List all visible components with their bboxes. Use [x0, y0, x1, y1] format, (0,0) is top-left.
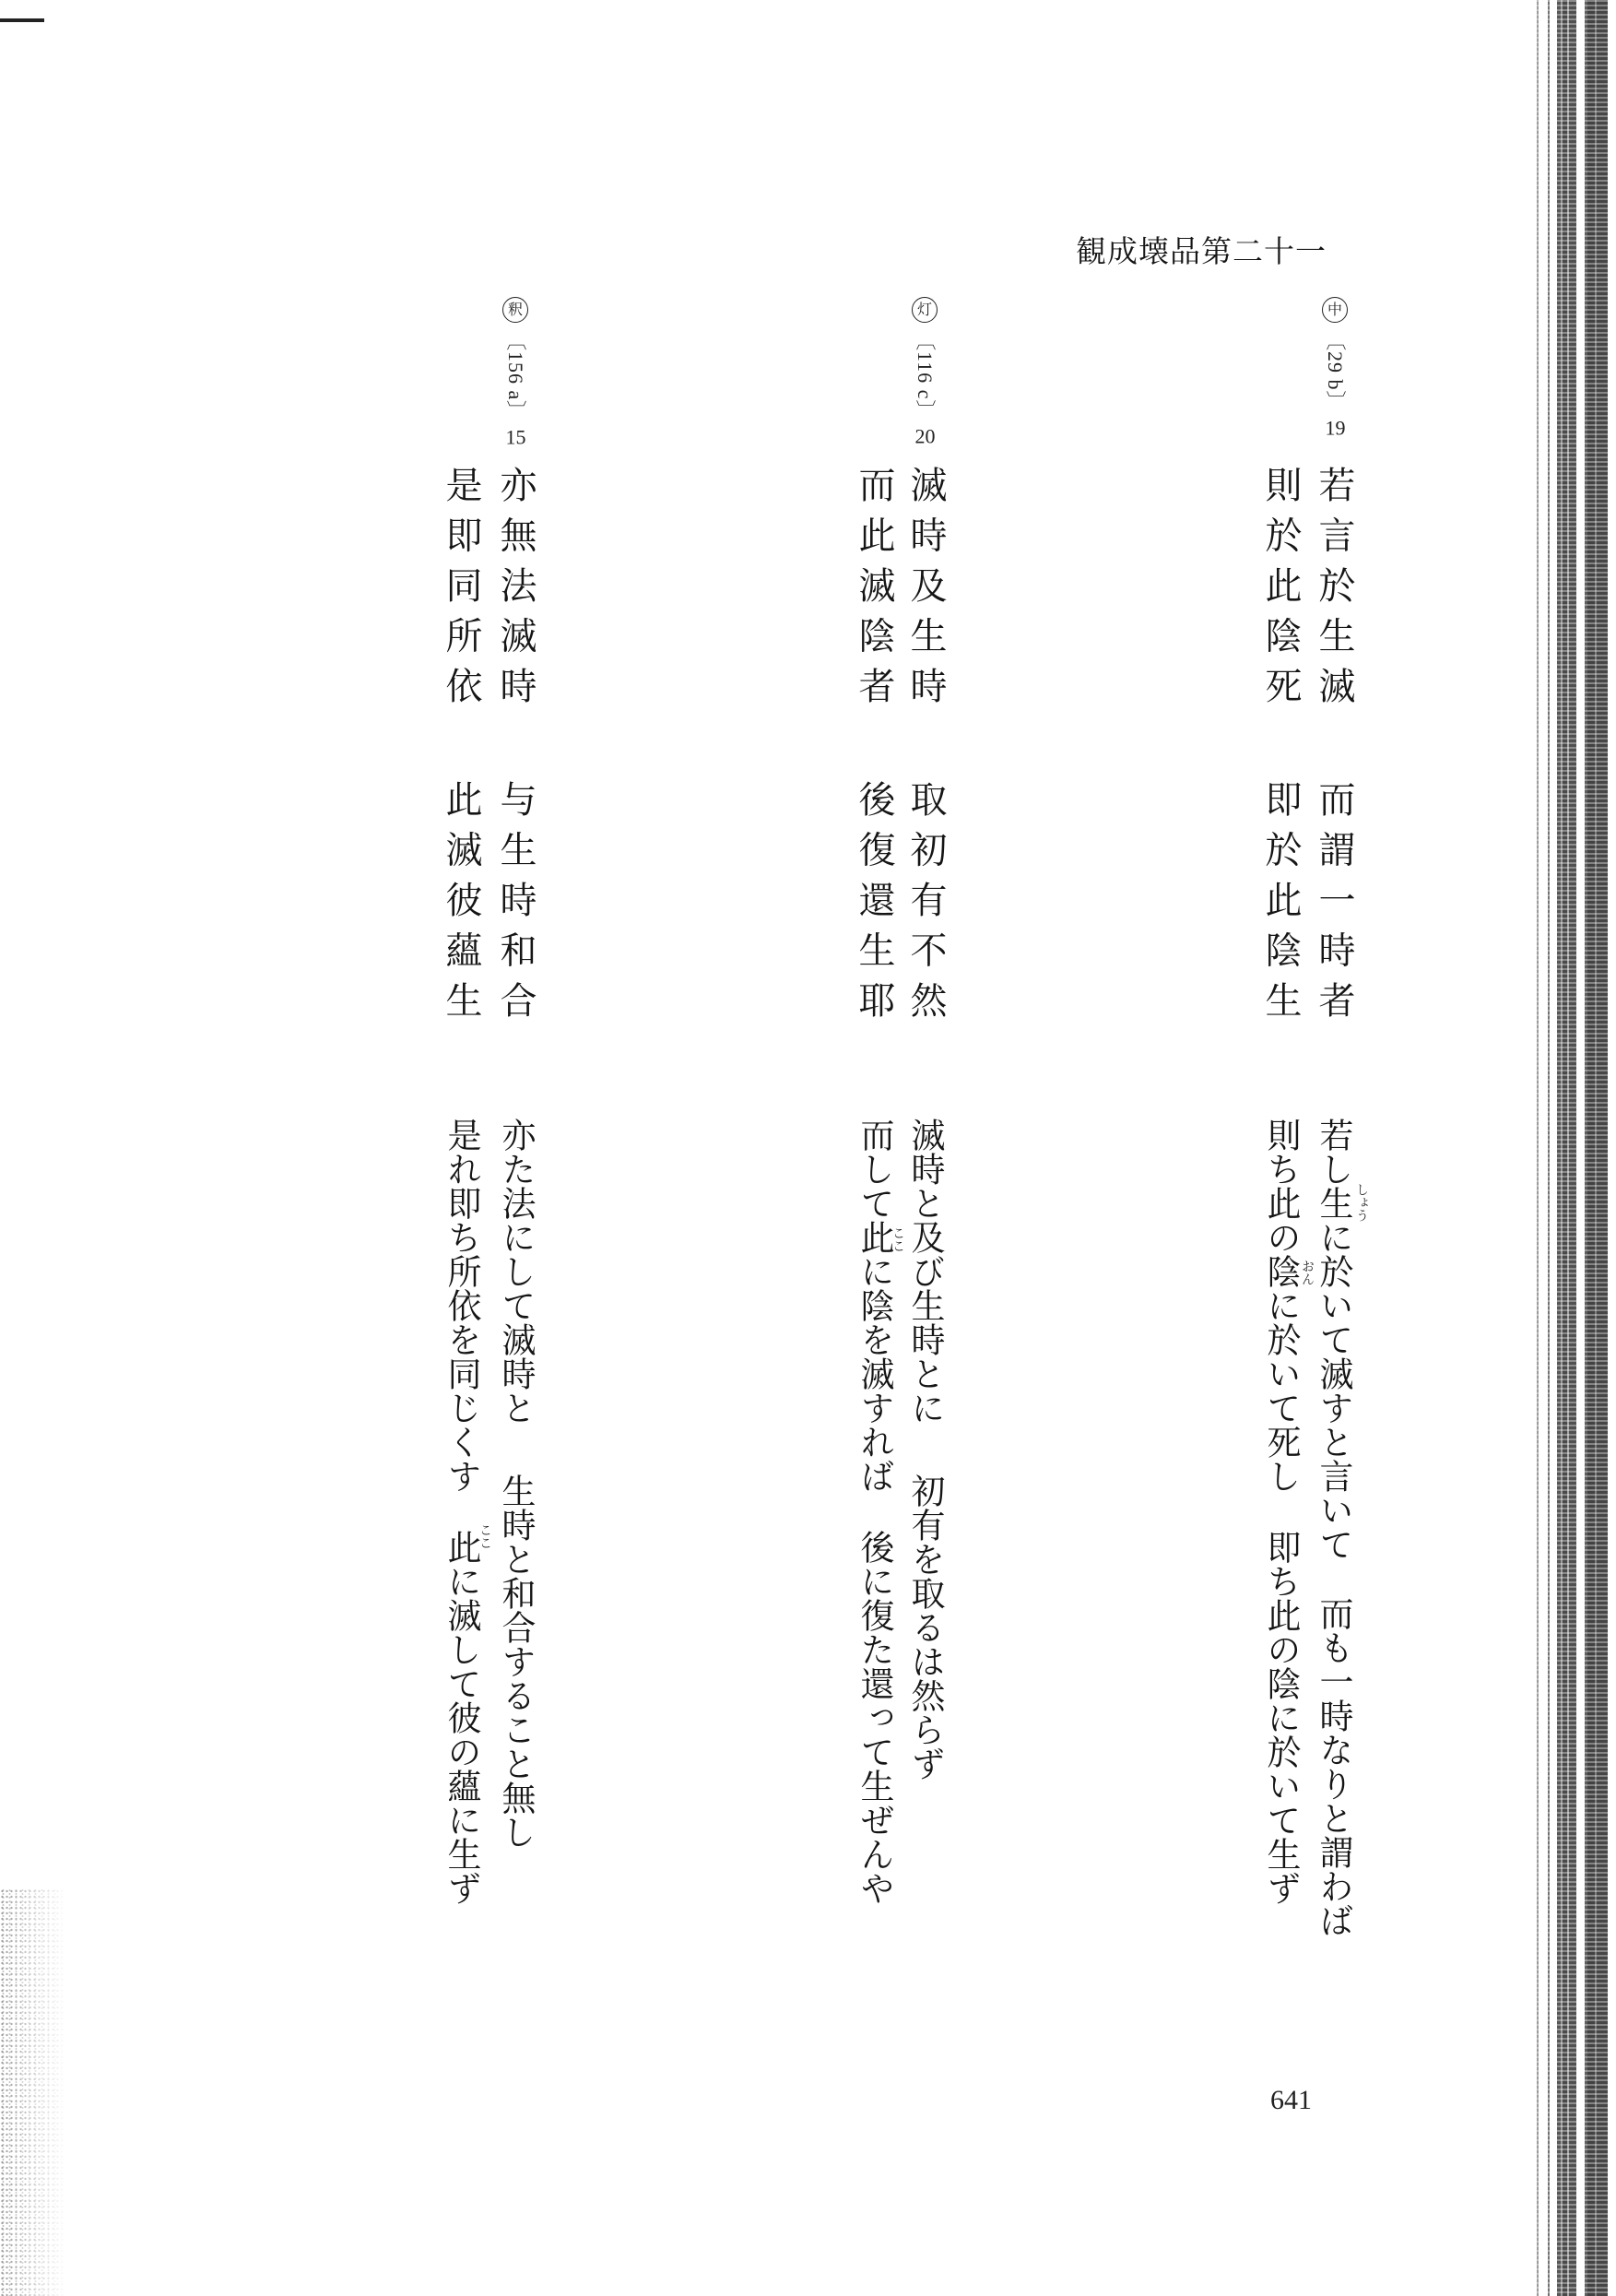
reading-line-1-first-half: 亦た法にして滅時と	[496, 1118, 536, 1425]
source-mark-circled: 中	[1322, 297, 1348, 323]
verse-number: 19	[1325, 417, 1346, 438]
kanbun-line-2-first-half: 則於此陰死	[1259, 466, 1302, 717]
reading-line-2-first-half: 則ち此の陰に於いて死し	[1261, 1118, 1301, 1493]
source-mark-circled: 灯	[912, 297, 938, 323]
reading-line-2-first-half: 是れ即ち所依を同じくす	[442, 1118, 481, 1493]
reading-line-1-second-half: 初有を取るは然らず	[905, 1473, 945, 1781]
verse-number: 20	[914, 426, 936, 447]
binding-shadow	[1530, 0, 1616, 2296]
scan-mark	[0, 18, 44, 22]
kanbun-line-2-first-half: 而此滅陰者	[853, 466, 895, 717]
reading-line-2-second-half: 即ち此の陰に於いて生ず	[1261, 1530, 1301, 1905]
kanbun-line-2-first-half: 是即同所依	[440, 466, 482, 717]
verse-number: 15	[505, 427, 526, 448]
reference-page: 〔116 c〕	[914, 330, 937, 421]
reference-page: 〔29 b〕	[1324, 330, 1347, 412]
reference-page: 〔156 a〕	[504, 330, 527, 422]
reading-line-2-second-half: 此に滅して彼の蘊に生ず	[442, 1530, 481, 1905]
page-number: 641	[1270, 2085, 1312, 2115]
kanbun-line-1-first-half: 滅時及生時	[904, 466, 947, 717]
kanbun-line-2-second-half: 此滅彼蘊生	[440, 780, 482, 1032]
furigana: しょう	[1354, 1183, 1369, 1222]
kanbun-line-1-first-half: 若言於生滅	[1313, 466, 1355, 717]
reading-line-2-second-half: 後に復た還って生ぜんや	[855, 1530, 894, 1905]
chapter-title: 観成壊品第二十一	[1076, 233, 1327, 269]
reading-line-1-first-half: 若し生に於いて滅すと言いて	[1314, 1118, 1353, 1561]
reference-tag	[505, 330, 525, 447]
kanbun-line-1-second-half: 而謂一時者	[1313, 780, 1355, 1032]
kanbun-line-1-second-half: 取初有不然	[904, 780, 947, 1032]
reading-line-1-first-half: 滅時と及び生時とに	[905, 1118, 945, 1425]
furigana: ここ	[478, 1523, 492, 1549]
furigana: おん	[1300, 1260, 1315, 1285]
reading-line-2-first-half: 而して此に陰を滅すれば	[855, 1118, 894, 1493]
kanbun-line-1-second-half: 与生時和合	[494, 780, 537, 1032]
reading-line-1-second-half: 而も一時なりと謂わば	[1314, 1596, 1353, 1937]
furigana: ここ	[891, 1226, 905, 1252]
kanbun-line-2-second-half: 後復還生耶	[853, 780, 895, 1032]
kanbun-line-1-first-half: 亦無法滅時	[494, 466, 537, 717]
reading-line-1-second-half: 生時と和合すること無し	[496, 1473, 536, 1849]
scan-noise	[0, 1888, 66, 2296]
kanbun-line-2-second-half: 即於此陰生	[1259, 780, 1302, 1032]
source-mark-circled: 釈	[502, 297, 528, 323]
reference-tag	[914, 330, 935, 446]
reference-tag	[1325, 330, 1345, 438]
